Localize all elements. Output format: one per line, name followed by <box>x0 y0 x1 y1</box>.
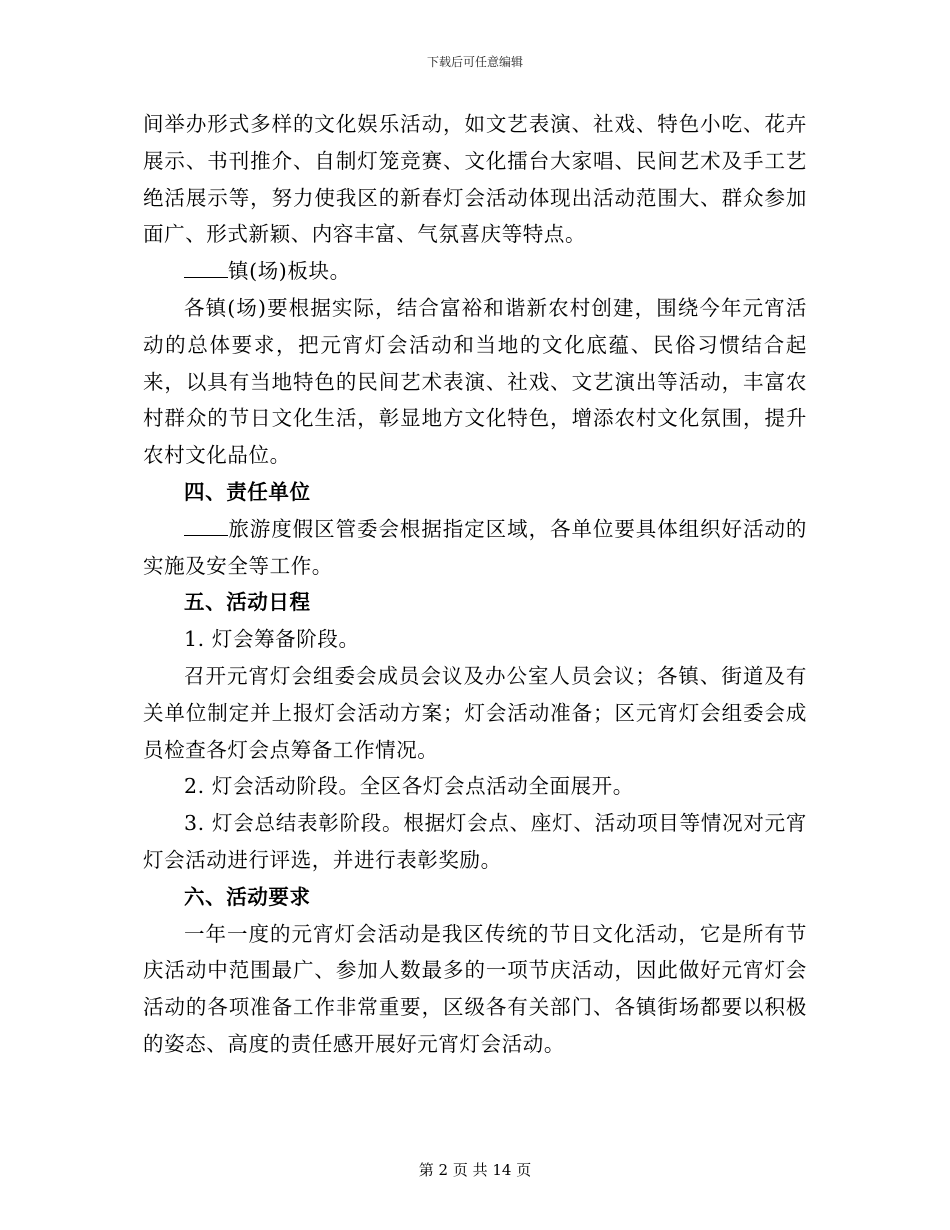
paragraph-activities: 间举办形式多样的文化娱乐活动，如文艺表演、社戏、特色小吃、花卉展示、书刊推介、自制灯笼竞赛、文化擂台大家唱、民间艺术及手工艺绝活展示等，努力使我区的新春灯会活动体现出活动范围大、群众参加面广、形式新颖、内容丰富、气氛喜庆等特点。 <box>143 112 807 247</box>
paragraph-stage-1: 1. 灯会筹备阶段。 <box>184 627 360 652</box>
paragraph-stage-1-detail: 召开元宵灯会组委会成员会议及办公室人员会议；各镇、街道及有关单位制定并上报灯会活动方案；灯会活动准备；区元宵灯会组委会成员检查各灯会点筹备工作情况。 <box>143 663 807 762</box>
page-footer: 第 2 页 共 14 页 <box>418 1161 532 1179</box>
paragraph-requirements: 一年一度的元宵灯会活动是我区传统的节日文化活动，它是所有节庆活动中范围最广、参加人数最多的一项节庆活动，因此做好元宵灯会活动的各项准备工作非常重要，区级各有关部门、各镇街场都要以积极的姿态、高度的责任感开展好元宵灯会活动。 <box>143 921 807 1056</box>
paragraph-responsible-units-text: 旅游度假区管委会根据指定区域，各单位要具体组织好活动的实施及安全等工作。 <box>143 516 807 578</box>
paragraph-town-requirements: 各镇(场)要根据实际，结合富裕和谐新农村创建，围绕今年元宵活动的总体要求，把元宵灯会活动和当地的文化底蕴、民俗习惯结合起来，以具有当地特色的民间艺术表演、社戏、文艺演出等活动，丰富农村群众的节日文化生活，彰显地方文化特色，增添农村文化氛围，提升农村文化品位。 <box>143 295 807 468</box>
heading-requirements: 六、活动要求 <box>184 884 311 909</box>
paragraph-town-section <box>143 253 807 290</box>
heading-schedule: 五、活动日程 <box>184 590 311 615</box>
document-body <box>143 106 807 1063</box>
paragraph-stage-3: 3. 灯会总结表彰阶段。根据灯会点、座灯、活动项目等情况对元宵灯会活动进行评选，并进行表彰奖励。 <box>143 811 807 872</box>
paragraph-responsible-units <box>143 511 807 585</box>
blank-underline <box>184 513 228 536</box>
paragraph-town-section-text: 镇(场)板块。 <box>228 259 351 284</box>
paragraph-stage-2: 2. 灯会活动阶段。全区各灯会点活动全面展开。 <box>184 774 634 799</box>
page-header: 下载后可任意编辑 <box>426 55 523 69</box>
blank-underline <box>184 256 228 279</box>
heading-responsible-units: 四、责任单位 <box>184 479 311 504</box>
